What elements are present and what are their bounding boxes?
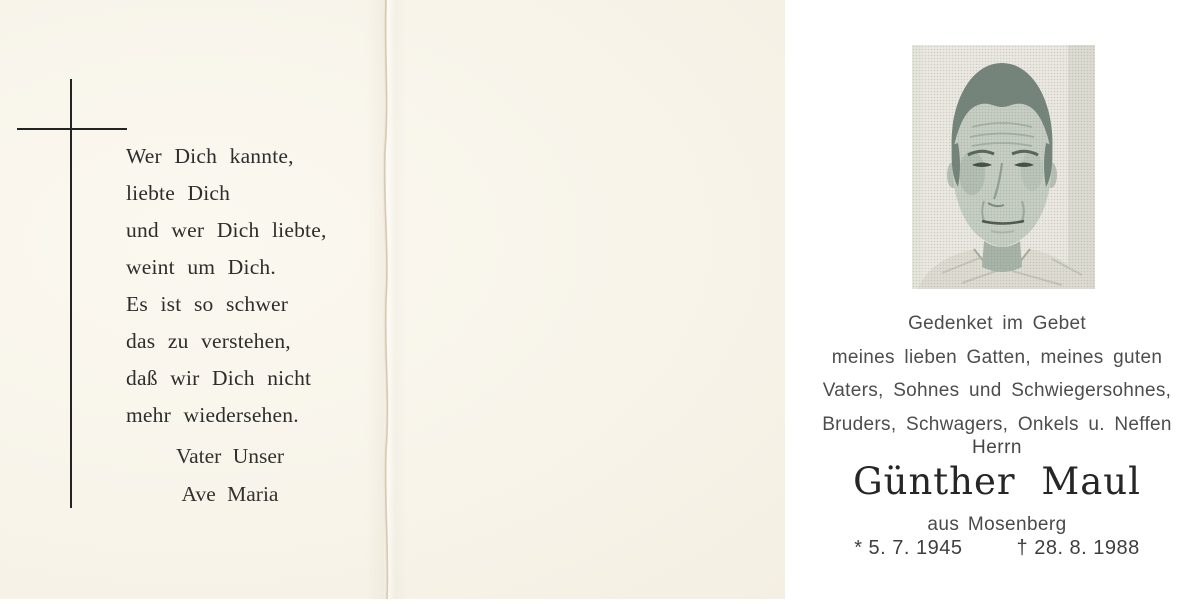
dedication-line: Gedenket im Gebet: [908, 313, 1086, 334]
memorial-poem: [126, 138, 376, 434]
right-page: [392, 0, 1172, 599]
portrait-photo: [912, 45, 1095, 289]
dedication-text: [817, 307, 1177, 441]
dedication-line: Vaters, Sohnes und Schwiegersohnes,: [822, 380, 1172, 401]
poem-line: und wer Dich liebte,: [126, 218, 327, 242]
dedication-line: Bruders, Schwagers, Onkels u. Neffen: [822, 413, 1172, 435]
poem-line: Wer Dich kannte,: [126, 144, 294, 168]
prayer-list: [122, 437, 338, 513]
cross-vertical-bar: [70, 79, 72, 508]
cross-horizontal-bar: [17, 128, 127, 130]
left-page: [0, 0, 386, 599]
life-dates: [817, 537, 1177, 560]
dedication-line: meines lieben Gatten, meines guten: [831, 346, 1163, 368]
poem-line: daß wir Dich nicht: [126, 366, 312, 390]
poem-line: mehr wiedersehen.: [126, 403, 299, 427]
poem-line: Es ist so schwer: [126, 292, 289, 316]
origin: aus Mosenberg: [927, 514, 1067, 535]
prayer-line: Vater Unser: [175, 444, 285, 468]
death-date: † 28. 8. 1988: [1016, 537, 1140, 559]
honorific: Herrn: [971, 437, 1022, 458]
poem-line: das zu verstehen,: [126, 329, 291, 353]
poem-line: weint um Dich.: [126, 255, 276, 279]
poem-line: liebte Dich: [126, 181, 231, 205]
deceased-name: Günther Maul: [853, 460, 1141, 503]
birth-date: * 5. 7. 1945: [854, 537, 963, 559]
prayer-line: Ave Maria: [181, 482, 279, 506]
